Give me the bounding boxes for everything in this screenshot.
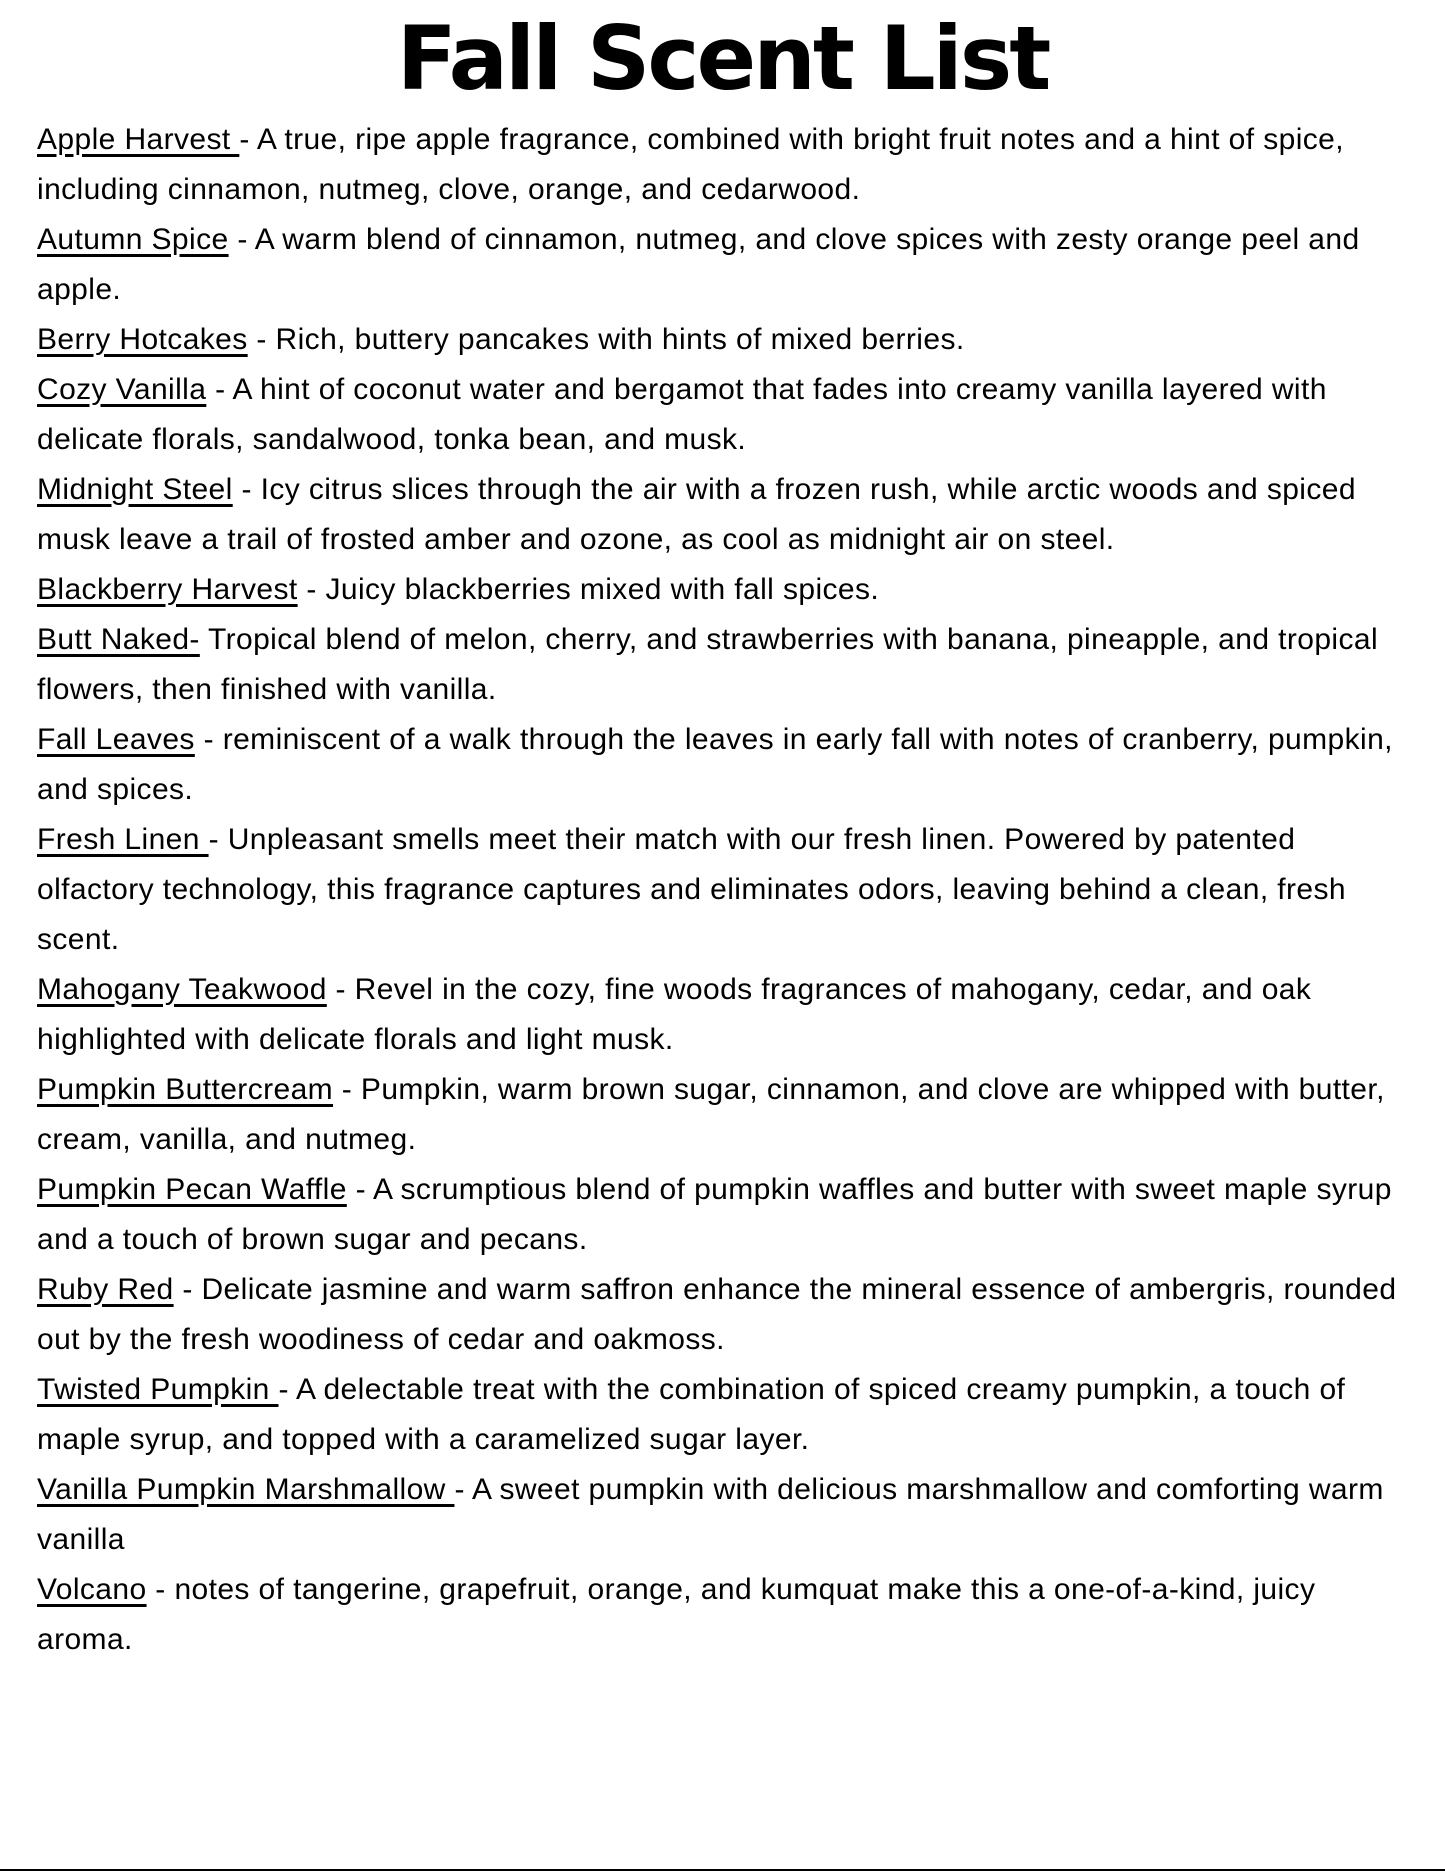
scent-entry bbox=[37, 365, 1419, 465]
scent-entry bbox=[37, 965, 1419, 1065]
scent-name: Fresh Linen bbox=[37, 822, 209, 856]
scent-entry bbox=[37, 815, 1419, 965]
scent-name: Volcano bbox=[37, 1572, 147, 1606]
scent-name: Vanilla Pumpkin Marshmallow bbox=[37, 1472, 455, 1506]
scent-entry bbox=[37, 115, 1419, 215]
scent-description: Juicy blackberries mixed with fall spices. bbox=[325, 572, 880, 606]
scent-entry bbox=[37, 465, 1419, 565]
scent-name: Mahogany Teakwood bbox=[37, 972, 327, 1006]
scent-description: Tropical blend of melon, cherry, and strawberries with banana, pineapple, and tropical flowers, then finished with vanilla. bbox=[37, 622, 1379, 706]
scent-separator: - bbox=[228, 222, 255, 256]
scent-entry bbox=[37, 615, 1419, 715]
scent-name: Pumpkin Buttercream bbox=[37, 1072, 334, 1106]
scent-description: A delectable treat with the combination of spiced creamy pumpkin, a touch of maple syrup, and topped with a caramelized sugar layer. bbox=[37, 1372, 1346, 1456]
scent-description: A warm blend of cinnamon, nutmeg, and clove spices with zesty orange peel and apple. bbox=[37, 222, 1360, 306]
scent-separator: - bbox=[297, 572, 326, 606]
scent-name: Midnight Steel bbox=[37, 472, 233, 506]
scent-description: reminiscent of a walk through the leaves in early fall with notes of cranberry, pumpkin, and spices. bbox=[37, 722, 1393, 806]
scent-entry bbox=[37, 715, 1419, 815]
scent-separator: - bbox=[232, 472, 261, 506]
scent-name: Twisted Pumpkin bbox=[37, 1372, 279, 1406]
scent-entry bbox=[37, 1365, 1419, 1465]
scent-description: A hint of coconut water and bergamot that fades into creamy vanilla layered with delicate florals, sandalwood, tonka bean, and musk. bbox=[37, 372, 1327, 456]
scent-description: Rich, buttery pancakes with hints of mixed berries. bbox=[275, 322, 965, 356]
page-title: Fall Scent List bbox=[396, 7, 1049, 110]
scent-description: A sweet pumpkin with delicious marshmallow and comforting warm vanilla bbox=[37, 1472, 1384, 1556]
scent-entry bbox=[37, 1065, 1419, 1165]
scent-entry bbox=[37, 1265, 1419, 1365]
scent-name: Apple Harvest bbox=[37, 122, 240, 156]
scent-name: Cozy Vanilla bbox=[37, 372, 207, 406]
scent-description: Icy citrus slices through the air with a frozen rush, while arctic woods and spiced musk leave a trail of frosted amber and ozone, as cool as midnight air on steel. bbox=[37, 472, 1356, 556]
scent-list bbox=[0, 109, 1445, 1665]
scent-description: Pumpkin, warm brown sugar, cinnamon, and clove are whipped with butter, cream, vanilla, and nutmeg. bbox=[37, 1072, 1385, 1156]
scent-separator: - bbox=[278, 1372, 296, 1406]
scent-name: Blackberry Harvest bbox=[37, 572, 298, 606]
scent-separator: - bbox=[333, 1072, 361, 1106]
scent-entry bbox=[37, 1565, 1419, 1665]
scent-name: Butt Naked- bbox=[37, 622, 200, 656]
scent-separator: - bbox=[146, 1572, 175, 1606]
scent-entry bbox=[37, 215, 1419, 315]
scent-entry bbox=[37, 1465, 1419, 1565]
scent-name: Ruby Red bbox=[37, 1272, 174, 1306]
scent-separator bbox=[200, 623, 208, 656]
scent-name: Berry Hotcakes bbox=[37, 322, 248, 356]
scent-separator: - bbox=[346, 1172, 374, 1206]
scent-description: A scrumptious blend of pumpkin waffles and butter with sweet maple syrup and a touch of brown sugar and pecans. bbox=[37, 1172, 1392, 1256]
scent-separator: - bbox=[247, 322, 276, 356]
scent-separator: - bbox=[326, 972, 355, 1006]
scent-description: notes of tangerine, grapefruit, orange, and kumquat make this a one-of-a-kind, juicy aroma. bbox=[37, 1572, 1316, 1656]
scent-description: Delicate jasmine and warm saffron enhance the mineral essence of ambergris, rounded out by the fresh woodiness of cedar and oakmoss. bbox=[37, 1272, 1397, 1356]
scent-description: Unpleasant smells meet their match with our fresh linen. Powered by patented olfactory technology, this fragrance captures and eliminates odors, leaving behind a clean, fresh scent. bbox=[37, 822, 1346, 956]
scent-separator: - bbox=[173, 1272, 202, 1306]
scent-separator: - bbox=[208, 822, 228, 856]
scent-name: Autumn Spice bbox=[37, 222, 229, 256]
scent-separator: - bbox=[239, 122, 257, 156]
scent-entry bbox=[37, 315, 1419, 365]
scent-separator: - bbox=[194, 722, 223, 756]
scent-description: A true, ripe apple fragrance, combined with bright fruit notes and a hint of spice, including cinnamon, nutmeg, clove, orange, and cedarwood. bbox=[37, 122, 1344, 206]
scent-entry bbox=[37, 1165, 1419, 1265]
scent-name: Pumpkin Pecan Waffle bbox=[37, 1172, 347, 1206]
scent-entry bbox=[37, 565, 1419, 615]
scent-separator: - bbox=[206, 372, 233, 406]
scent-name: Fall Leaves bbox=[37, 722, 195, 756]
scent-separator: - bbox=[454, 1472, 472, 1506]
scent-description: Revel in the cozy, fine woods fragrances of mahogany, cedar, and oak highlighted with delicate florals and light musk. bbox=[37, 972, 1312, 1056]
